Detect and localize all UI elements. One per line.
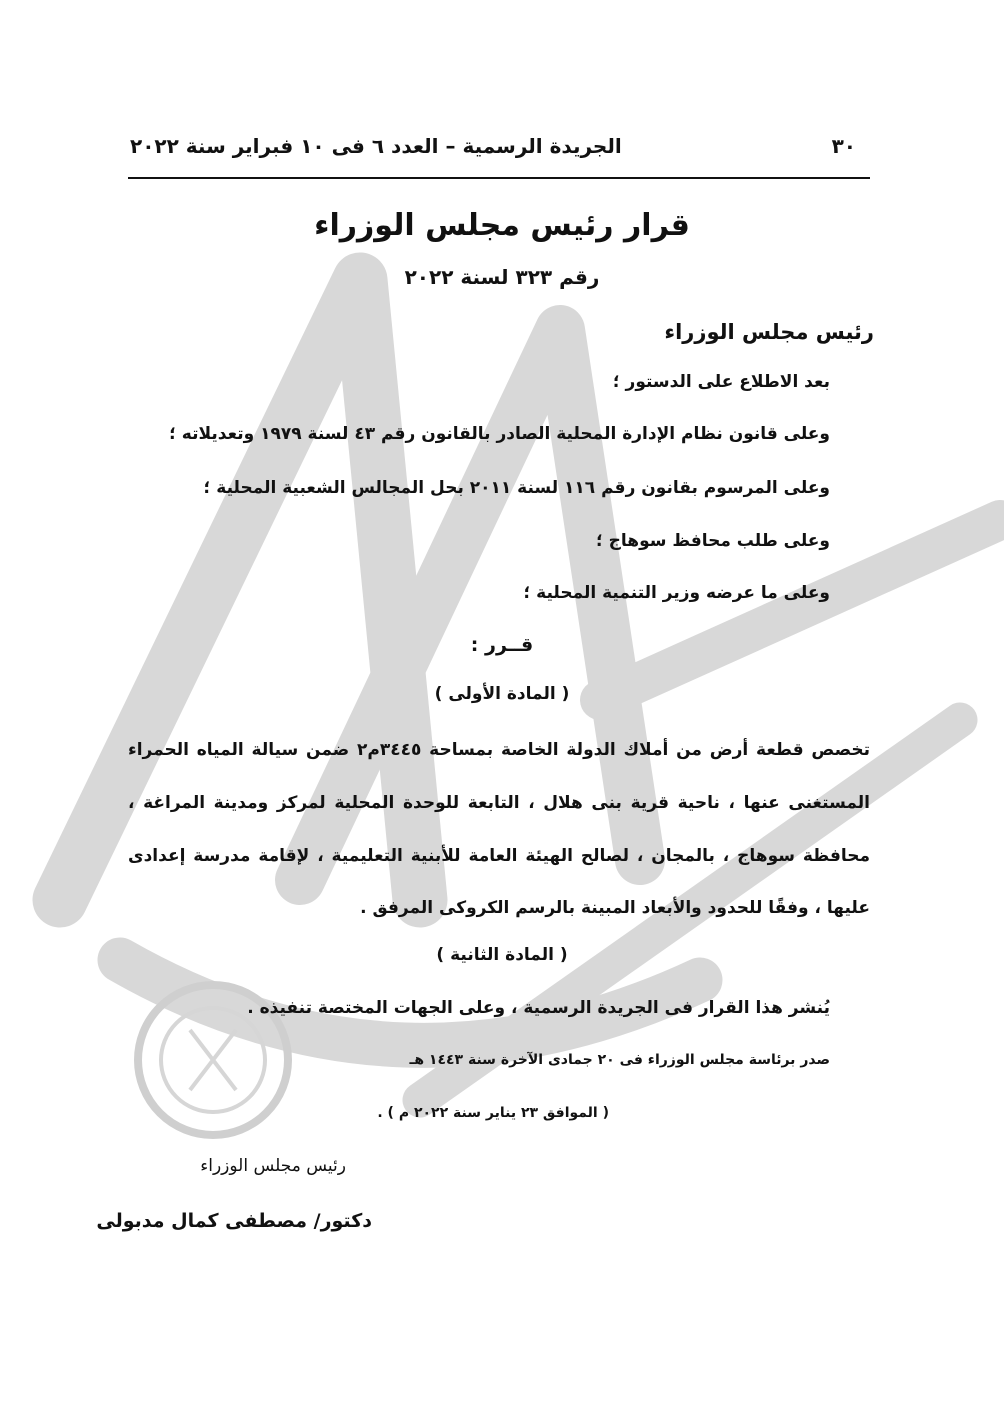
article-1-heading: ( المادة الأولى ) <box>434 684 570 704</box>
signatory-name: دكتور/ مصطفى كمال مدبولى <box>96 1210 372 1232</box>
preamble-line: وعلى المرسوم بقانون رقم ١١٦ لسنة ٢٠١١ بحل المجالس الشعبية المحلية ؛ <box>203 478 830 498</box>
running-title: الجريدة الرسمية – العدد ٦ فى ١٠ فبراير سنة ٢٠٢٢ <box>130 134 622 158</box>
article-1-line: تخصص قطعة أرض من أملاك الدولة الخاصة بمساحة ٣٤٤٥م٢ ضمن سيالة المياه الحمراء <box>128 740 870 760</box>
article-1-line: المستغنى عنها ، ناحية قرية بنى هلال ، التابعة للوحدة المحلية لمركز ومدينة المراغة ، <box>128 793 870 813</box>
article-1-line: عليها ، وفقًا للحدود والأبعاد المبينة بالرسم الكروكى المرفق . <box>360 898 870 918</box>
preamble-line: وعلى طلب محافظ سوهاج ؛ <box>595 531 830 551</box>
decided-label: قــرر : <box>470 634 534 656</box>
article-2-heading: ( المادة الثانية ) <box>436 945 568 965</box>
decree-number: رقم ٣٢٣ لسنة ٢٠٢٢ <box>404 265 600 289</box>
preamble-line: بعد الاطلاع على الدستور ؛ <box>612 372 830 392</box>
preamble-line: وعلى ما عرضه وزير التنمية المحلية ؛ <box>523 583 830 603</box>
article-1-line: محافظة سوهاج ، بالمجان ، لصالح الهيئة العامة للأبنية التعليمية ، لإقامة مدرسة إعدادى <box>128 846 870 866</box>
running-header <box>130 128 856 164</box>
preamble-line: وعلى قانون نظام الإدارة المحلية الصادر بالقانون رقم ٤٣ لسنة ١٩٧٩ وتعديلاته ؛ <box>169 424 830 444</box>
gregorian-date: ( الموافق ٢٣ يناير سنة ٢٠٢٢ م ) . <box>377 1105 609 1121</box>
issuer-heading: رئيس مجلس الوزراء <box>664 320 874 344</box>
decree-title: قرار رئيس مجلس الوزراء <box>314 208 690 243</box>
issued-date: صدر برئاسة مجلس الوزراء فى ٢٠ جمادى الآخرة سنة ١٤٤٣ هـ <box>409 1052 830 1068</box>
article-2-text: يُنشر هذا القرار فى الجريدة الرسمية ، وعلى الجهات المختصة تنفيذه . <box>247 998 830 1018</box>
header-divider <box>128 177 870 179</box>
page-number: ٣٠ <box>831 134 856 158</box>
signatory-title: رئيس مجلس الوزراء <box>200 1156 346 1176</box>
